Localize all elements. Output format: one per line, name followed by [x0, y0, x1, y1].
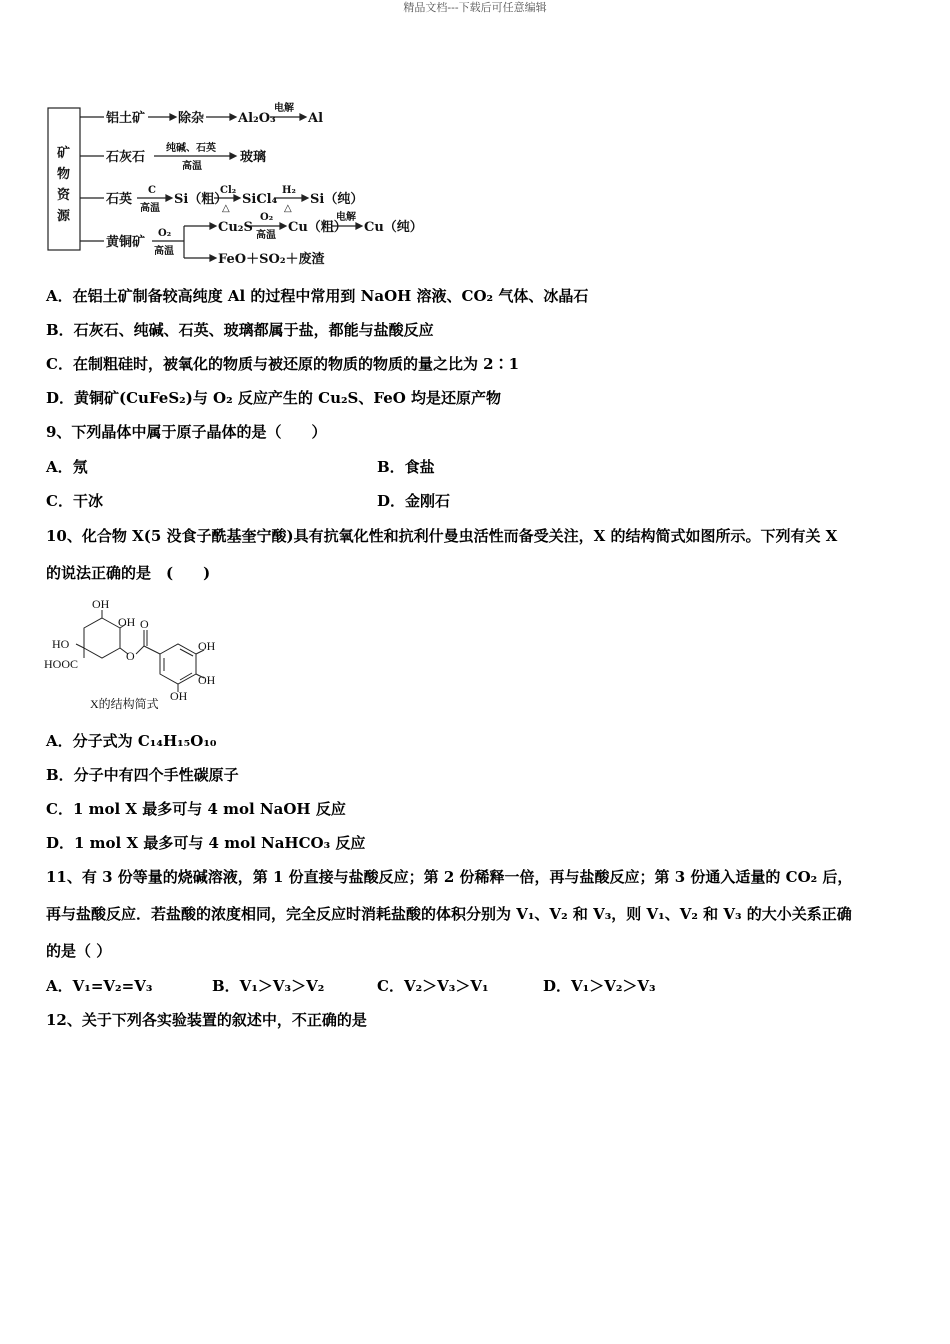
- row3-c2-bottom: △: [222, 203, 230, 214]
- row4-upper-mid: Cu₂S: [218, 220, 253, 235]
- row4-c1-top: O₂: [158, 228, 172, 239]
- row3-start: 石英: [106, 192, 133, 207]
- q11-option-c: C．V₂＞V₃＞V₁: [377, 977, 489, 995]
- source-char-3: 资: [57, 188, 71, 203]
- row3-end: Si（纯）: [310, 192, 364, 207]
- row3-mid1: Si（粗）: [174, 192, 228, 207]
- mol-oh-right1: OH: [198, 639, 216, 653]
- row4-upper-mid2: Cu（粗）: [288, 220, 347, 235]
- mol-oh-right2: OH: [198, 673, 216, 687]
- mol-caption: X的结构简式: [90, 697, 159, 711]
- mol-hooc: HOOC: [44, 657, 79, 671]
- row2-cond-top: 纯碱、石英: [166, 143, 216, 154]
- row4-start: 黄铜矿: [106, 235, 146, 250]
- q8-option-b: B．石灰石、纯碱、石英、玻璃都属于盐，都能与盐酸反应: [46, 321, 434, 339]
- source-char-2: 物: [57, 167, 71, 182]
- mineral-flow-diagram: [44, 100, 424, 270]
- row2-start: 石灰石: [106, 150, 146, 165]
- q9-option-d: D．金刚石: [377, 492, 451, 510]
- q10-option-a: A．分子式为 C₁₄H₁₅O₁₀: [46, 732, 217, 750]
- q9-stem: 9、下列晶体中属于原子晶体的是（ ）: [46, 423, 327, 441]
- molecule-structure: [40, 596, 240, 716]
- row3-c3-top: H₂: [282, 185, 296, 196]
- q11-option-b: B．V₁＞V₃＞V₂: [212, 977, 325, 995]
- q10-stem-line1: 10、化合物 X(5 没食子酰基奎宁酸)具有抗氧化性和抗利什曼虫活性而备受关注，X 的结构简式如图所示。下列有关 X: [46, 527, 838, 545]
- q9-option-b: B．食盐: [377, 458, 435, 476]
- row3-c1-top: C: [148, 185, 156, 196]
- row4-c1-bottom: 高温: [154, 246, 174, 257]
- q10-option-b: B．分子中有四个手性碳原子: [46, 766, 239, 784]
- row1-start: 铝土矿: [106, 111, 146, 126]
- mol-oh-bottom: OH: [170, 689, 188, 703]
- q12-stem: 12、关于下列各实验装置的叙述中，不正确的是: [46, 1011, 367, 1029]
- source-char-1: 矿: [57, 146, 71, 161]
- q11-stem-line3: 的是（ ）: [46, 942, 112, 960]
- row1-mid: Al₂O₃: [238, 111, 276, 126]
- source-char-4: 源: [57, 209, 71, 224]
- row2-end: 玻璃: [240, 150, 267, 165]
- q10-stem-line2: 的说法正确的是 ( ): [46, 564, 211, 582]
- mol-o-carbonyl: O: [140, 617, 149, 631]
- row4-lower-end: FeO＋SO₂＋废渣: [218, 252, 325, 267]
- q11-stem-line2: 再与盐酸反应．若盐酸的浓度相同，完全反应时消耗盐酸的体积分别为 V₁、V₂ 和 V₃，则 V₁、V₂ 和 V₃ 的大小关系正确: [46, 905, 852, 923]
- q10-option-d: D．1 mol X 最多可与 4 mol NaHCO₃ 反应: [46, 834, 366, 852]
- q8-option-c: C．在制粗硅时，被氧化的物质与被还原的物质的物质的量之比为 2∶1: [46, 355, 520, 373]
- row3-c2-top: Cl₂: [220, 185, 237, 196]
- mol-oh-top: OH: [92, 597, 110, 611]
- row1-cond: 电解: [274, 103, 294, 114]
- row1-end: Al: [308, 111, 324, 126]
- row3-c1-bottom: 高温: [140, 203, 160, 214]
- row2-cond-bottom: 高温: [182, 161, 202, 172]
- mol-oh-ring: OH: [118, 615, 136, 629]
- q11-option-a: A．V₁=V₂=V₃: [46, 977, 153, 995]
- q8-option-a: A．在铝土矿制备较高纯度 Al 的过程中常用到 NaOH 溶液、CO₂ 气体、冰晶石: [46, 287, 589, 305]
- q9-option-c: C．干冰: [46, 492, 103, 510]
- q9-option-a: A．氖: [46, 458, 88, 476]
- row4-c2-top: O₂: [260, 212, 274, 223]
- q8-option-d: D．黄铜矿(CuFeS₂)与 O₂ 反应产生的 Cu₂S、FeO 均是还原产物: [46, 389, 502, 407]
- page-header: 精品文档---下载后可任意编辑: [403, 1, 547, 14]
- row4-c2-bottom: 高温: [256, 230, 276, 241]
- mol-o-ester: O: [126, 649, 135, 663]
- q11-option-d: D．V₁＞V₂＞V₃: [543, 977, 656, 995]
- row4-upper-end: Cu（纯）: [364, 220, 423, 235]
- q10-option-c: C．1 mol X 最多可与 4 mol NaOH 反应: [46, 800, 346, 818]
- row3-mid2: SiCl₄: [242, 192, 278, 207]
- mol-ho-left: HO: [52, 637, 70, 651]
- q11-stem-line1: 11、有 3 份等量的烧碱溶液，第 1 份直接与盐酸反应；第 2 份稀释一倍，再与盐酸反应；第 3 份通入适量的 CO₂ 后，: [46, 868, 853, 886]
- row1-step: 除杂: [178, 111, 205, 126]
- row4-c3-top: 电解: [336, 212, 356, 223]
- row3-c3-bottom: △: [284, 203, 292, 214]
